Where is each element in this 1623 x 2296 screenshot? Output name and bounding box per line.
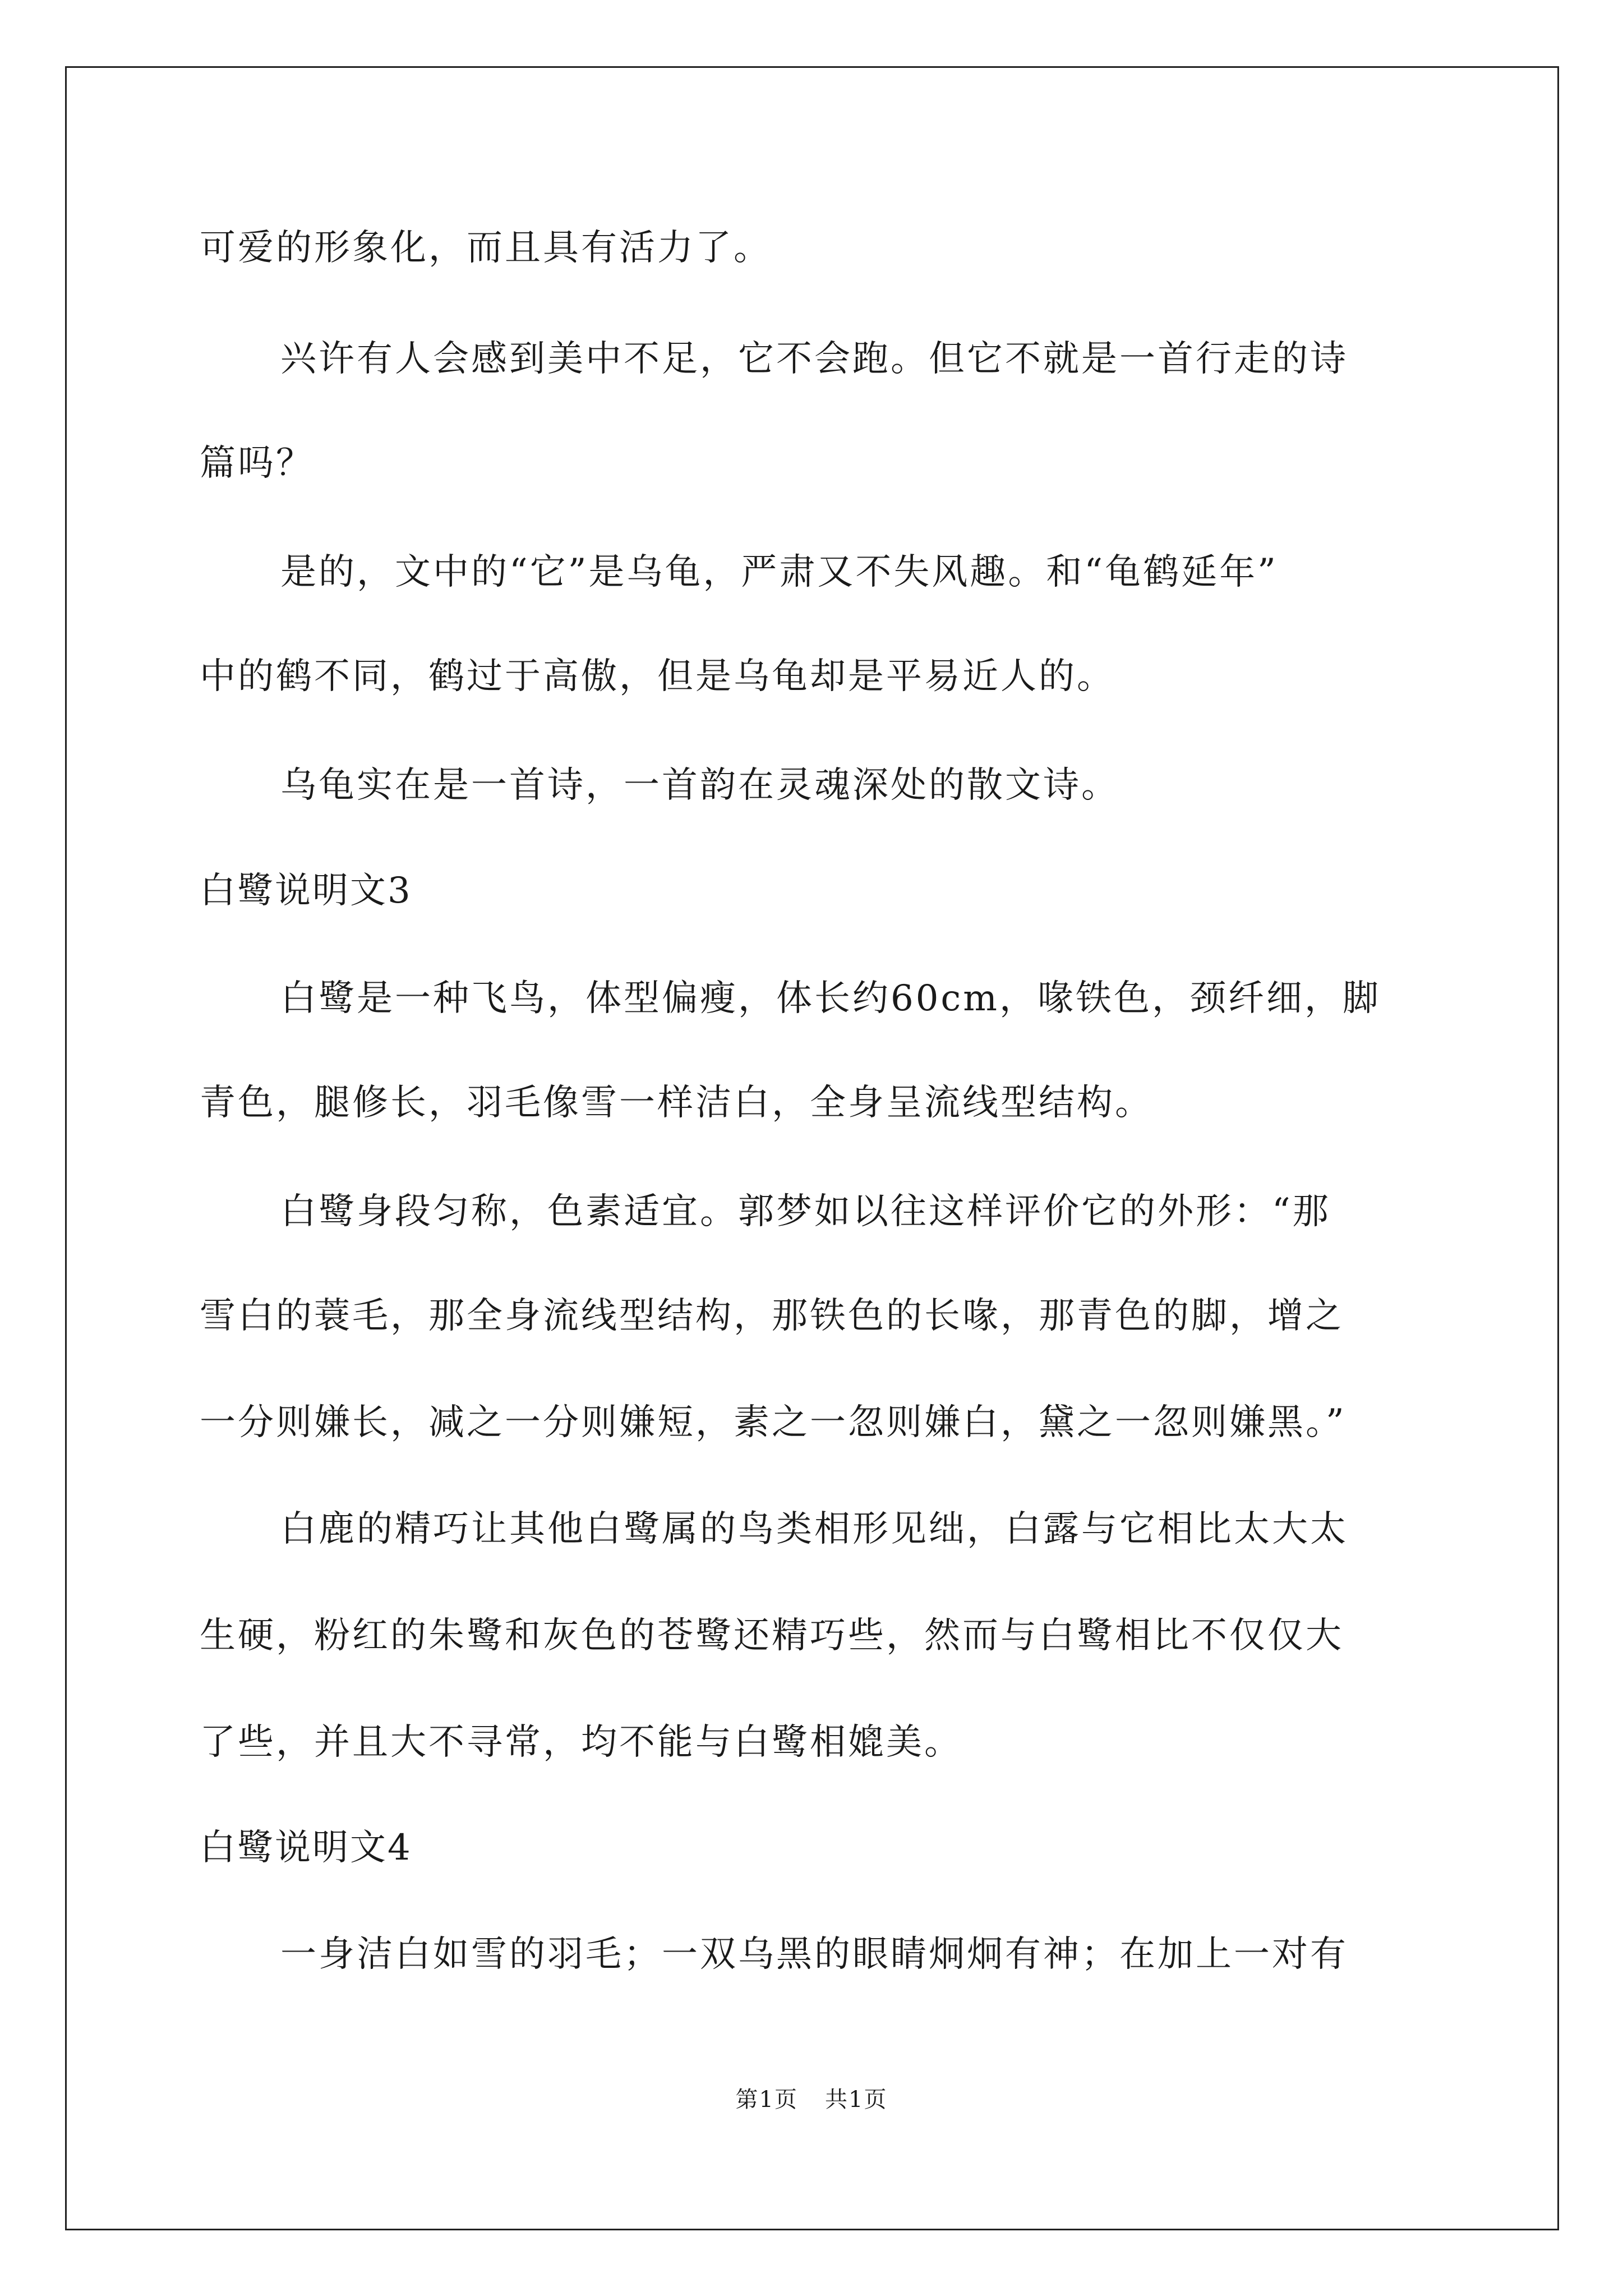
text-line: 白鹿的精巧让其他白鹭属的鸟类相形见绌，白露与它相比太大太 xyxy=(280,1508,1348,1550)
text-line: 了些，并且大不寻常，均不能与白鹭相媲美。 xyxy=(200,1722,962,1763)
text-line: 乌龟实在是一首诗，一首韵在灵魂深处的散文诗。 xyxy=(280,765,1119,806)
text-line: 白鹭身段匀称，色素适宜。郭梦如以往这样评价它的外形：“那 xyxy=(280,1191,1331,1232)
text-line: 一分则嫌长，减之一分则嫌短，素之一忽则嫌白，黛之一忽则嫌黑。” xyxy=(200,1402,1347,1443)
text-line: 白鹭是一种飞鸟，体型偏瘦，体长约60cm，喙铁色，颈纤细，脚 xyxy=(280,978,1381,1019)
page-number: 第1页 xyxy=(735,2087,798,2113)
page-total: 共1页 xyxy=(825,2087,888,2113)
section-heading: 白鹭说明文3 xyxy=(200,870,412,912)
text-line: 青色，腿修长，羽毛像雪一样洁白，全身呈流线型结构。 xyxy=(200,1082,1153,1124)
text-line: 兴许有人会感到美中不足，它不会跑。但它不就是一首行走的诗 xyxy=(280,338,1348,380)
text-line: 雪白的蓑毛，那全身流线型结构，那铁色的长喙，那青色的脚，增之 xyxy=(200,1295,1344,1337)
page-footer xyxy=(0,2086,1623,2114)
text-line: 一身洁白如雪的羽毛；一双乌黑的眼睛炯炯有神；在加上一对有 xyxy=(280,1934,1348,1975)
text-line: 中的鹤不同，鹤过于高傲，但是乌龟却是平易近人的。 xyxy=(200,656,1115,697)
section-heading: 白鹭说明文4 xyxy=(200,1827,412,1869)
text-line: 生硬，粉红的朱鹭和灰色的苍鹭还精巧些，然而与白鹭相比不仅仅大 xyxy=(200,1615,1344,1657)
page-frame xyxy=(65,66,1559,2230)
text-line: 可爱的形象化，而且具有活力了。 xyxy=(200,227,772,269)
text-line: 是的，文中的“它”是乌龟，严肃又不失风趣。和“龟鹤延年” xyxy=(280,551,1278,593)
text-line: 篇吗？ xyxy=(200,443,314,484)
